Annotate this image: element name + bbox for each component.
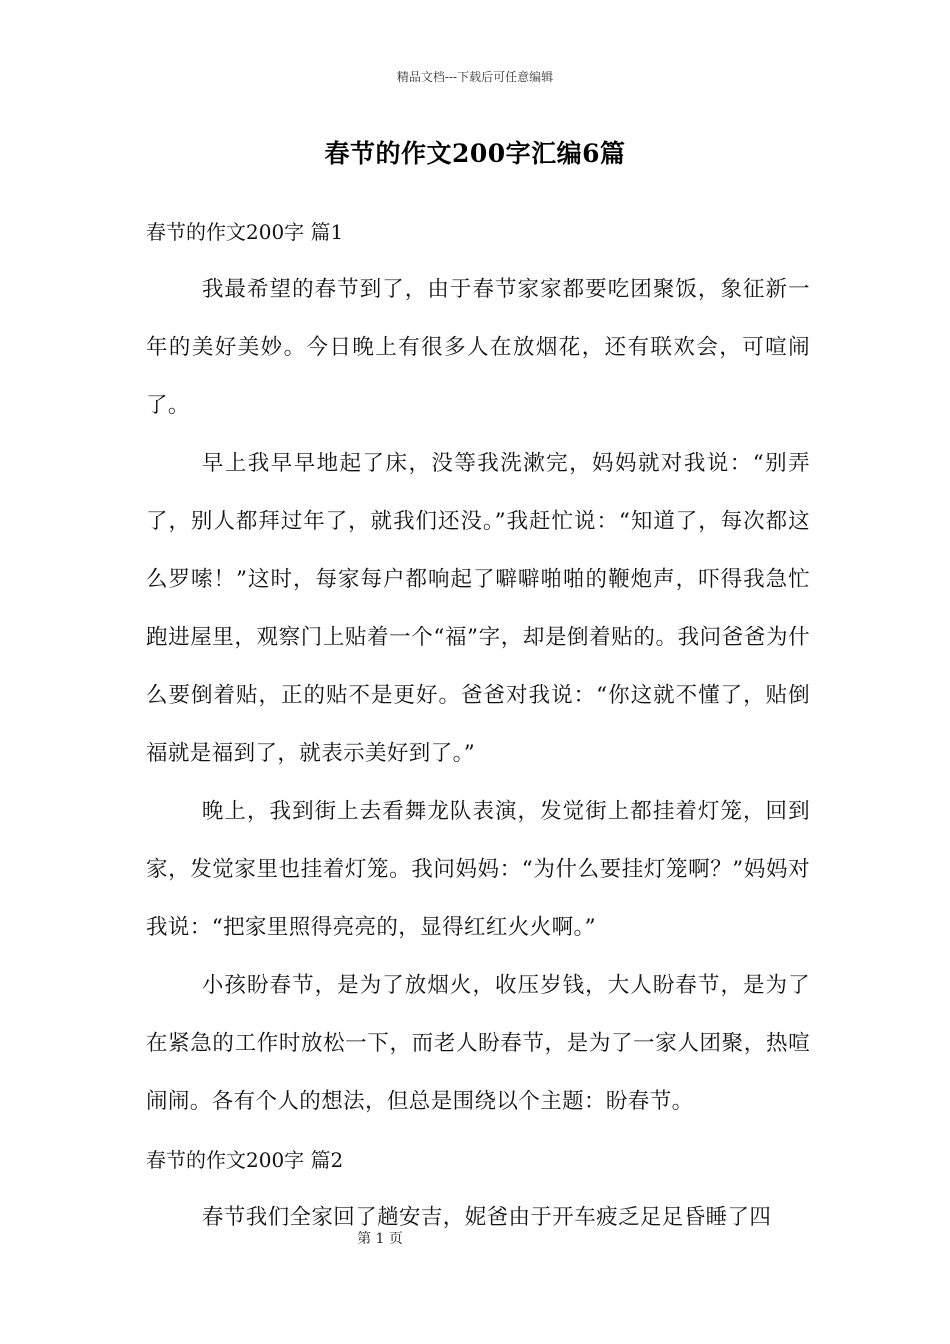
paragraph: 晚上，我到街上去看舞龙队表演，发觉街上都挂着灯笼，回到家，发觉家里也挂着灯笼。我问妈妈：“为什么要挂灯笼啊？”妈妈对我说：“把家里照得亮亮的，显得红红火火啊。”	[146, 799, 810, 940]
document-title: 春节的作文200字汇编6篇	[324, 139, 626, 168]
section-heading: 春节的作文200字 篇2	[146, 1148, 344, 1172]
paragraph: 我最希望的春节到了，由于春节家家都要吃团聚饭，象征新一年的美好美妙。今日晚上有很多人在放烟花，还有联欢会，可喧闹了。	[146, 277, 810, 418]
page-number: 第 1 页	[357, 1231, 403, 1247]
paragraph: 小孩盼春节，是为了放烟火，收压岁钱，大人盼春节，是为了在紧急的工作时放松一下，而老人盼春节，是为了一家人团聚，热喧闹闹。各有个人的想法，但总是围绕以个主题：盼春节。	[146, 973, 810, 1114]
page-header: 精品文档---下载后可任意编辑	[396, 70, 554, 84]
document-body	[146, 203, 810, 1247]
section-heading: 春节的作文200字 篇1	[146, 220, 344, 244]
paragraph: 早上我早早地起了床，没等我洗漱完，妈妈就对我说：“别弄了，别人都拜过年了，就我们还没。”我赶忙说：“知道了，每次都这么罗嗦！”这时，每家每户都响起了噼噼啪啪的鞭炮声，吓得我急忙跑进屋里，观察门上贴着一个“福”字，却是倒着贴的。我问爸爸为什么要倒着贴，正的贴不是更好。爸爸对我说：“你这就不懂了，贴倒福就是福到了，就表示美好到了。”	[146, 451, 810, 766]
paragraph: 春节我们全家回了趟安吉，妮爸由于开车疲乏足足昏睡了四	[201, 1205, 772, 1230]
